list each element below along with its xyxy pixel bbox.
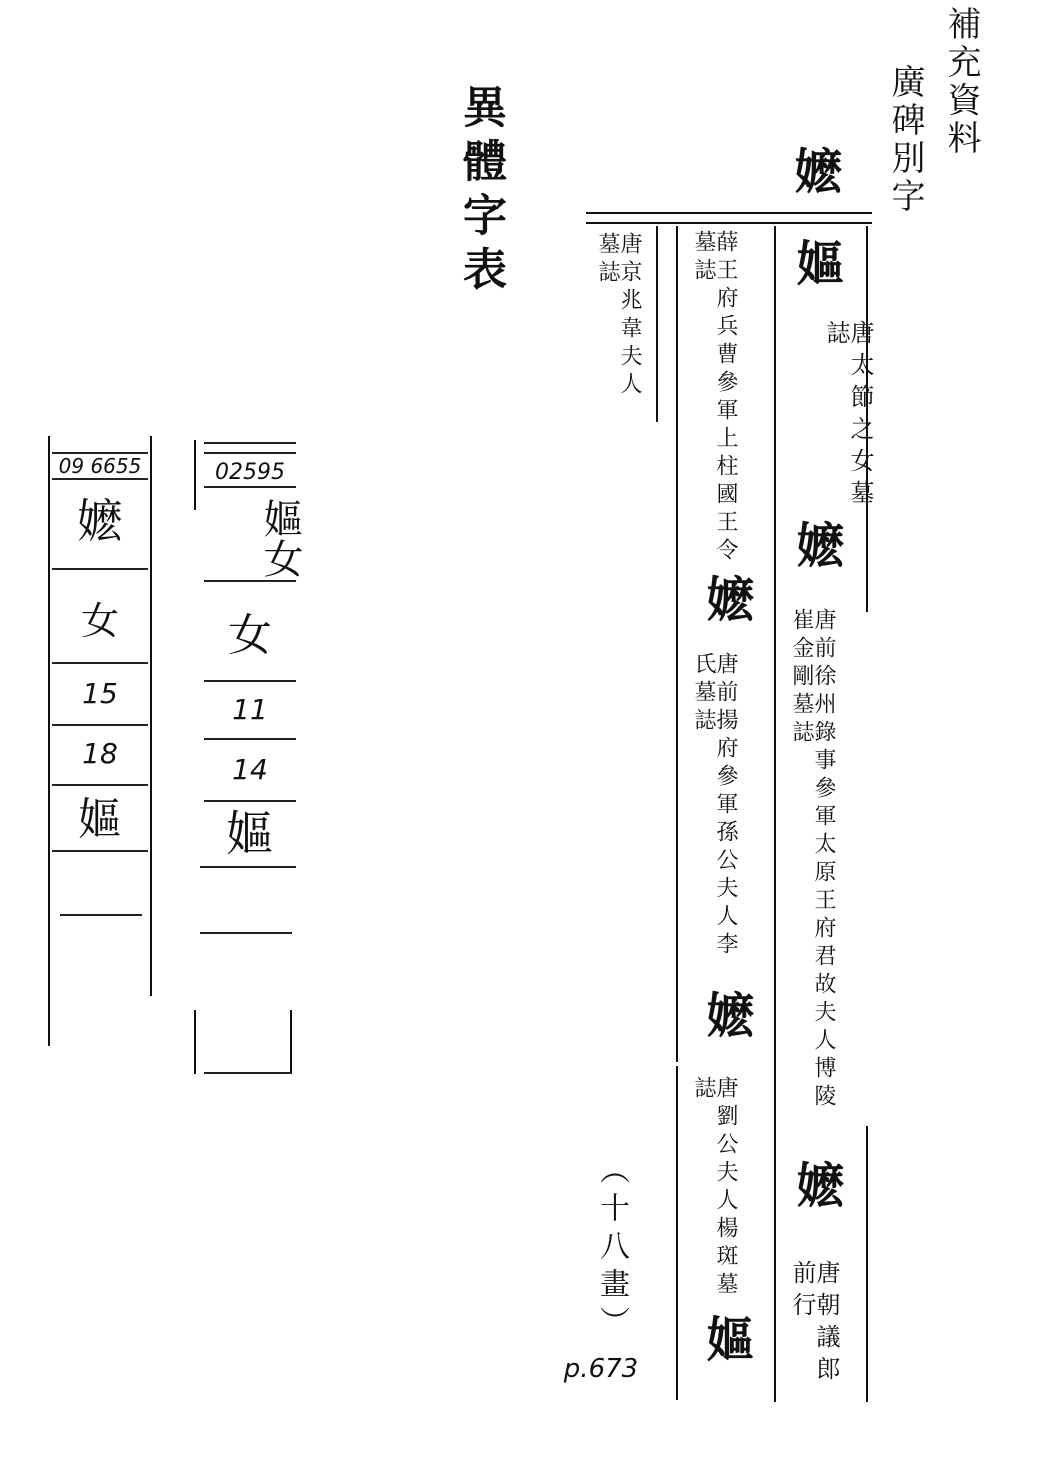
card-border (48, 436, 50, 1046)
card-rule (204, 486, 296, 488)
column-divider (676, 226, 678, 1062)
card-rule (204, 738, 296, 740)
main-character: 嬷 (786, 146, 842, 194)
source-note: 唐前揚府參軍孫公夫人李氏墓誌 (691, 652, 738, 960)
stroke-count-note: （十八畫） (594, 1154, 629, 1344)
column-divider (774, 226, 776, 1402)
card-number: 15 (82, 677, 118, 710)
card-rule (52, 568, 148, 570)
card-border (194, 440, 196, 510)
card-rule (200, 866, 296, 868)
card-rule (204, 580, 296, 582)
card-border (290, 1010, 292, 1074)
variant-char: 嬷 (788, 1160, 844, 1208)
table-title: 異體字表 (455, 84, 506, 300)
card-rule (204, 442, 296, 444)
column-divider (866, 1126, 868, 1402)
column-divider (656, 226, 658, 422)
card-rule (52, 478, 148, 480)
source-note: 唐朝議郎前行 (788, 1260, 840, 1388)
variant-char: 嬷 (698, 990, 754, 1038)
variant-char: 嫗 (788, 238, 844, 286)
card-border (150, 436, 152, 996)
card-number: 18 (82, 737, 118, 770)
card-number: 14 (232, 753, 268, 786)
card-rule (52, 850, 148, 852)
source-note: 唐前徐州錄事參軍太原王府君故夫人博陵崔金剛墓誌 (789, 608, 836, 1112)
card-code: 09 6655 (58, 454, 142, 478)
card-character: 嫗女 (257, 498, 303, 578)
card-radical: 女 (228, 610, 272, 661)
card-radical: 女 (80, 599, 119, 643)
source-note: 唐太節之女墓誌 (822, 320, 874, 512)
page-reference: p.673 (563, 1354, 639, 1384)
book-label: 廣碑別字 (885, 64, 925, 216)
source-note: 唐劉公夫人楊斑墓誌 (691, 1076, 738, 1300)
card-rule (52, 662, 148, 664)
header-rule-top (586, 212, 872, 214)
card-rule (60, 914, 142, 916)
card-variant: 嫗 (225, 806, 274, 862)
card-rule (204, 800, 296, 802)
variant-char: 嬷 (788, 520, 844, 568)
card-character: 嬷 (77, 494, 123, 548)
source-note: 薛王府兵曹參軍上柱國王令墓誌 (691, 230, 738, 566)
card-rule (200, 932, 292, 934)
card-border (194, 1010, 196, 1074)
card-rule (52, 784, 148, 786)
card-rule (204, 452, 296, 454)
variant-char: 嬷 (698, 574, 754, 622)
card-rule (204, 680, 296, 682)
header-rule-bottom (586, 222, 872, 224)
card-rule (52, 724, 148, 726)
source-label: 補充資料 (941, 6, 981, 158)
source-note: 唐京兆韋夫人墓誌 (595, 232, 642, 400)
variant-char: 嫗 (698, 1314, 754, 1362)
card-rule (204, 1072, 292, 1074)
column-divider (676, 1066, 678, 1400)
card-variant: 嫗 (78, 794, 122, 845)
card-number: 11 (232, 693, 268, 726)
card-code: 02595 (215, 460, 285, 485)
